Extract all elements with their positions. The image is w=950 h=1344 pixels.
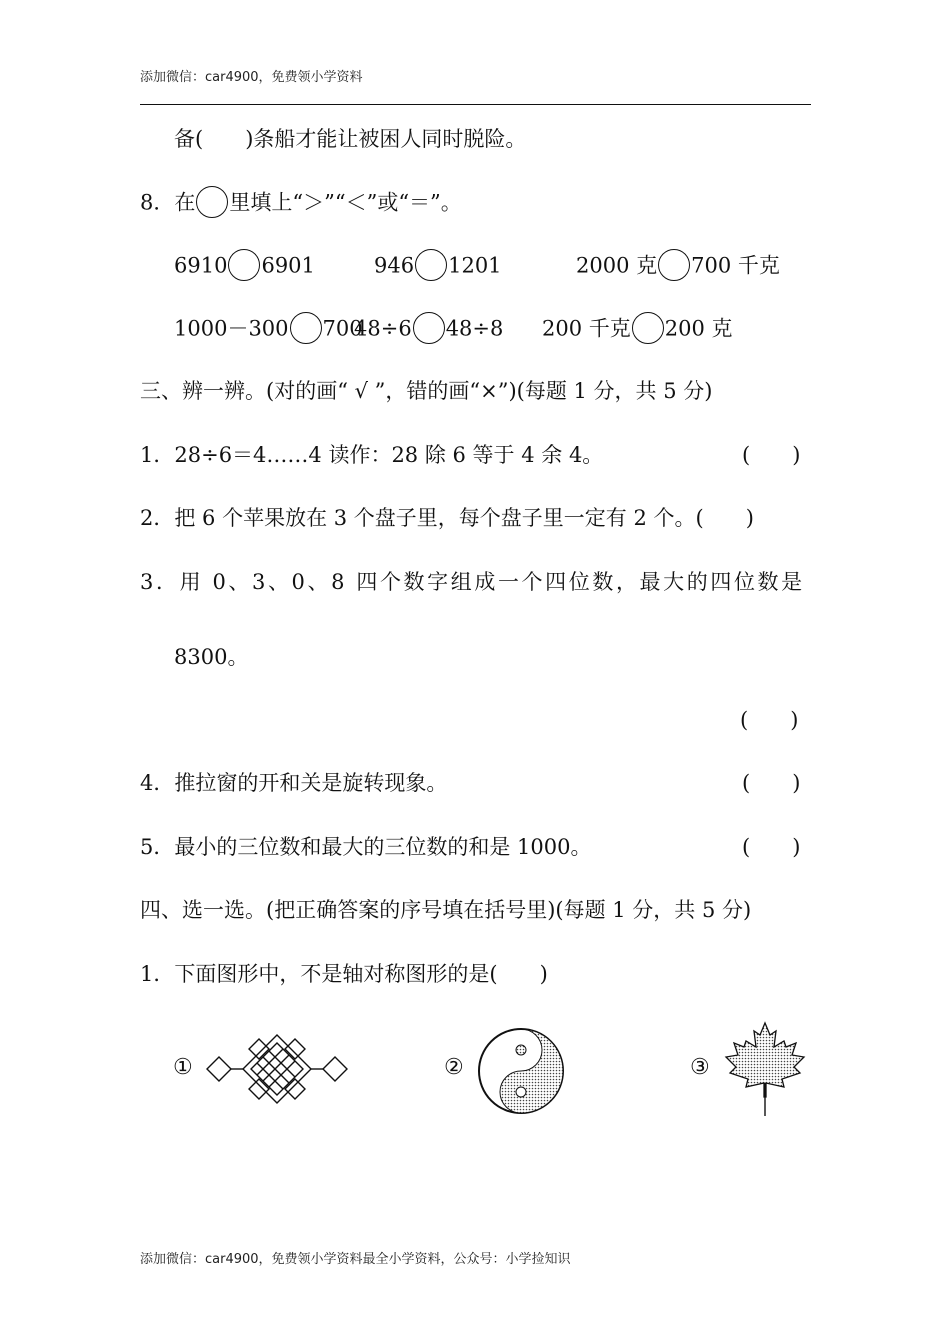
s3-item5	[140, 833, 592, 861]
maple-leaf-icon	[720, 1021, 810, 1117]
answer-circle[interactable]	[290, 312, 322, 344]
operand-right: 700	[322, 316, 363, 341]
option-label-1: ①	[173, 1055, 193, 1080]
operand-left: 946	[374, 253, 415, 278]
q8-row2-item1	[174, 314, 363, 346]
item-text: 用 0、3、0、8 四个数字组成一个四位数，最大的四位数是	[179, 570, 805, 594]
operand-left: 6910	[174, 253, 228, 278]
q8-prompt	[140, 188, 462, 220]
answer-circle[interactable]	[415, 249, 447, 281]
s3-item2	[140, 504, 754, 532]
answer-parens[interactable]: ( )	[695, 506, 754, 530]
operand-left: 2000 克	[576, 253, 658, 278]
s3-item1	[140, 441, 603, 469]
answer-parens[interactable]: ( )	[742, 771, 801, 795]
answer-circle[interactable]	[196, 186, 228, 218]
q8-row1-item2	[374, 251, 502, 283]
operand-right: 48÷8	[445, 316, 504, 341]
yin-yang-icon	[477, 1027, 565, 1115]
answer-parens[interactable]: ( )	[742, 443, 801, 467]
item-number: 4．	[140, 771, 175, 795]
q8-post: 里填上“＞”“＜”或“＝”。	[229, 190, 462, 215]
answer-parens[interactable]: ( )	[742, 835, 801, 859]
q8-pre: 在	[174, 190, 196, 215]
item-number: 1．	[140, 962, 175, 986]
section3-title: 三、辨一辨。(对的画“ √ ”，错的画“×”)(每题 1 分，共 5 分)	[140, 379, 713, 403]
header-rule	[140, 104, 811, 105]
q8-row1-item3	[576, 251, 780, 283]
operand-right: 700 千克	[691, 253, 780, 278]
answer-circle[interactable]	[413, 312, 445, 344]
answer-circle[interactable]	[632, 312, 664, 344]
item-number: 3．	[140, 570, 180, 594]
operand-right: 6901	[261, 253, 315, 278]
option-label-3: ③	[690, 1055, 710, 1080]
section4-title: 四、选一选。(把正确答案的序号填在括号里)(每题 1 分，共 5 分)	[140, 898, 752, 922]
item-number: 1．	[140, 443, 175, 467]
item-text: 下面图形中，不是轴对称图形的是( )	[174, 962, 548, 986]
item-number: 2．	[140, 506, 175, 530]
q8-row2-item2	[354, 314, 503, 346]
item-text: 最小的三位数和最大的三位数的和是 1000。	[174, 835, 592, 859]
footer-text: 添加微信：car4900，免费领小学资料最全小学资料，公众号：小学捡知识	[140, 1252, 571, 1267]
operand-right: 200 克	[664, 316, 733, 341]
item-text: 把 6 个苹果放在 3 个盘子里，每个盘子里一定有 2 个。	[174, 506, 696, 530]
operand-right: 1201	[448, 253, 502, 278]
s3-item4	[140, 769, 447, 797]
s4-q1	[140, 960, 548, 988]
item-number: 5．	[140, 835, 175, 859]
operand-left: 1000－300	[174, 316, 289, 341]
operand-left: 48÷6	[354, 316, 412, 341]
answer-parens[interactable]: ( )	[740, 708, 799, 732]
q8-row2-item3	[542, 314, 733, 346]
header-text: 添加微信：car4900，免费领小学资料	[140, 70, 363, 85]
continuation-text: 备( )条船才能让被困人同时脱险。	[174, 127, 527, 151]
answer-circle[interactable]	[658, 249, 690, 281]
s3-item3-cont: 8300。	[174, 645, 249, 669]
s3-item3	[140, 568, 805, 596]
operand-left: 200 千克	[542, 316, 631, 341]
item-text: 28÷6＝4……4 读作：28 除 6 等于 4 余 4。	[174, 443, 604, 467]
item-text: 推拉窗的开和关是旋转现象。	[174, 771, 448, 795]
option-label-2: ②	[444, 1055, 464, 1080]
answer-circle[interactable]	[228, 249, 260, 281]
chinese-knot-icon	[207, 1034, 347, 1104]
q8-row1-item1	[174, 251, 315, 283]
q8-number: 8．	[140, 190, 175, 215]
